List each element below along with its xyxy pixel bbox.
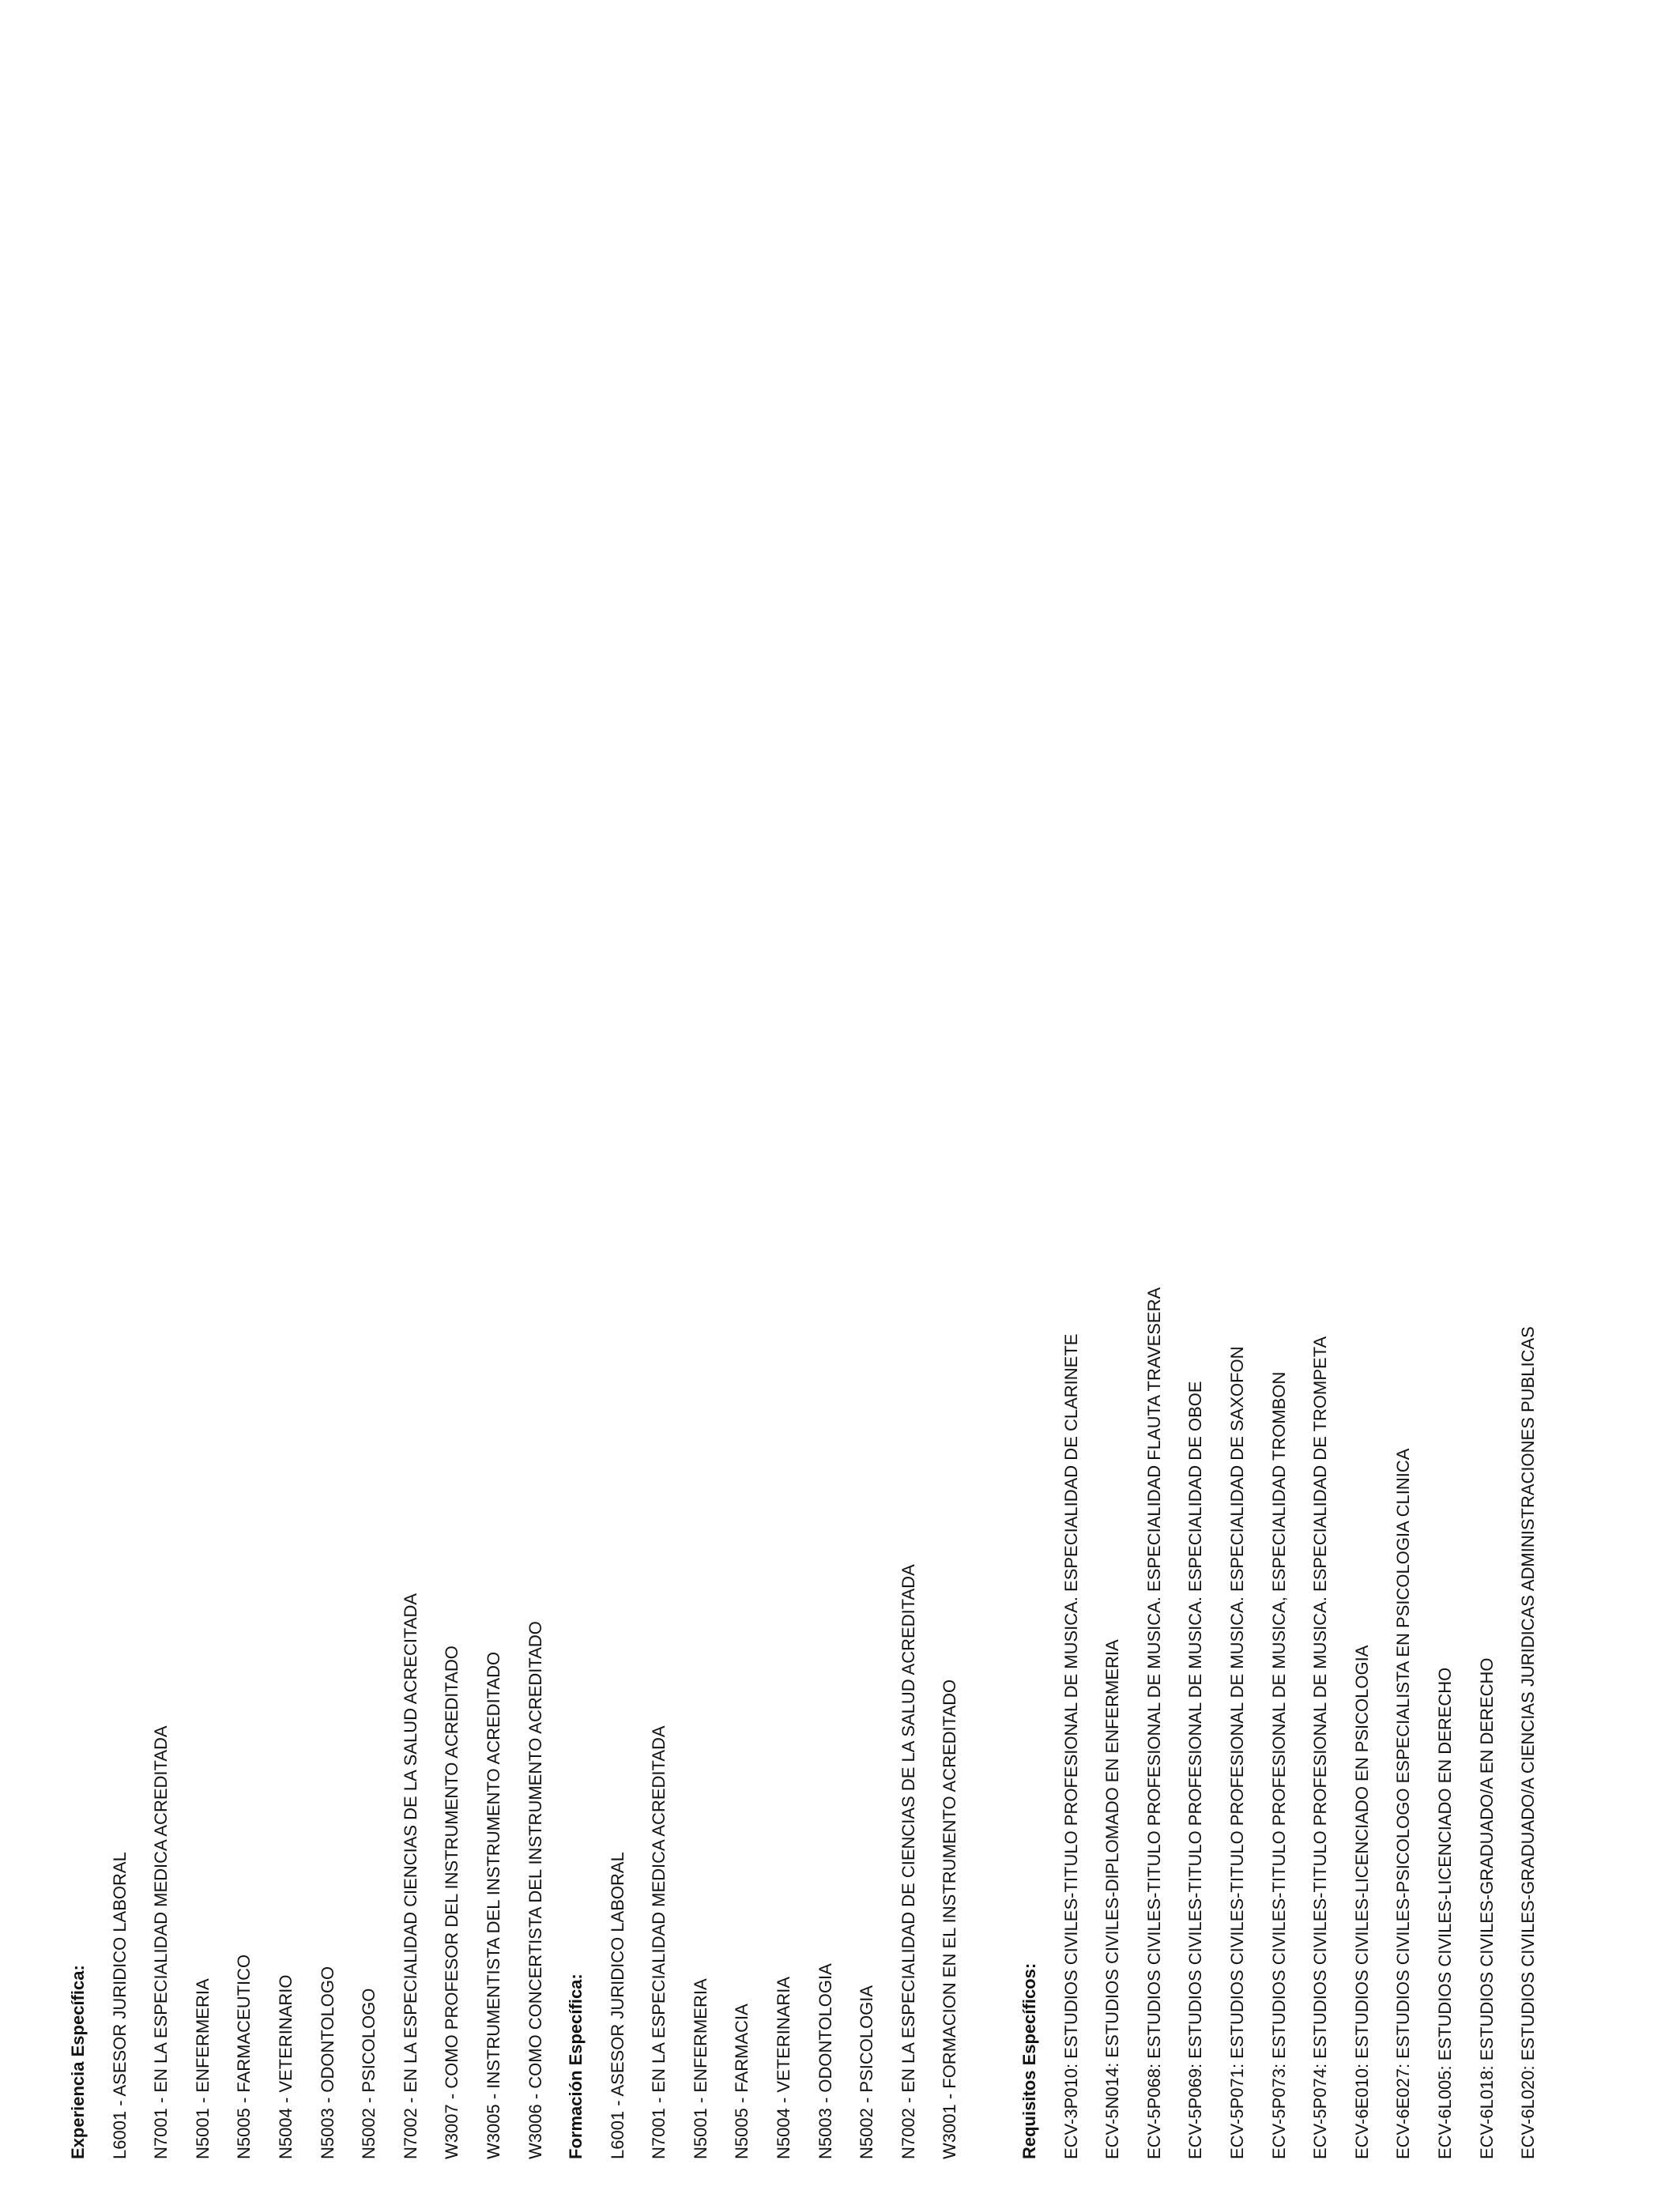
requisitos-item: ECV-5N014: ESTUDIOS CIVILES-DIPLOMADO EN ENFERMERIA: [1102, 1639, 1123, 2159]
experiencia-item: N7002 - EN LA ESPECIALIDAD CIENCIAS DE LA SALUD ACRECITADA: [400, 1593, 420, 2159]
experiencia-item: W3006 - COMO CONCERTISTA DEL INSTRUMENTO ACREDITADO: [525, 1621, 545, 2159]
requisitos-item: ECV-5P069: ESTUDIOS CIVILES-TITULO PROFESIONAL DE MUSICA. ESPECIALIDAD DE OBOE: [1185, 1381, 1206, 2159]
requisitos-item: ECV-5P071: ESTUDIOS CIVILES-TITULO PROFESIONAL DE MUSICA. ESPECIALIDAD DE SAXOFON: [1227, 1346, 1247, 2159]
formacion-item: N5001 - ENFERMERIA: [690, 1978, 710, 2159]
formacion-item: N7001 - EN LA ESPECIALIDAD MEDICA ACREDITADA: [649, 1725, 669, 2159]
requisitos-item: ECV-6L020: ESTUDIOS CIVILES-GRADUADO/A CIENCIAS JURIDICAS ADMINISTRACIONES PUBLICAS: [1518, 1326, 1539, 2159]
requisitos-item: ECV-6L005: ESTUDIOS CIVILES-LICENCIADO EN DERECHO: [1435, 1667, 1455, 2159]
experiencia-item: N5005 - FARMACEUTICO: [234, 1954, 254, 2159]
requisitos-item: ECV-5P073: ESTUDIOS CIVILES-TITULO PROFESIONAL DE MUSICA, ESPECIALIDAD TROMBON: [1268, 1371, 1289, 2159]
formacion-item: N7002 - EN LA ESPECIALIDAD DE CIENCIAS DE LA SALUD ACREDITADA: [898, 1564, 918, 2159]
formacion-item: L6001 - ASESOR JURIDICO LABORAL: [607, 1852, 627, 2159]
formacion-item: N5005 - FARMACIA: [732, 2004, 752, 2159]
experiencia-item: L6001 - ASESOR JURIDICO LABORAL: [109, 1852, 130, 2159]
experiencia-item: N5001 - ENFERMERIA: [192, 1978, 213, 2159]
requisitos-item: ECV-6E027: ESTUDIOS CIVILES-PSICOLOGO ESPECIALISTA EN PSICOLOGIA CLINICA: [1393, 1448, 1414, 2159]
requisitos-item: ECV-3P010: ESTUDIOS CIVILES-TITULO PROFESIONAL DE MUSICA. ESPECIALIDAD DE CLARINETE: [1060, 1333, 1081, 2159]
experiencia-item: W3007 - COMO PROFESOR DEL INSTRUMENTO ACREDITADO: [442, 1646, 462, 2159]
requisitos-heading: Requisitos Específicos:: [1019, 1962, 1039, 2159]
requisitos-item: ECV-6E010: ESTUDIOS CIVILES-LICENCIADO EN PSICOLOGIA: [1351, 1645, 1372, 2159]
formacion-heading: Formación Específica:: [566, 1973, 586, 2159]
experiencia-item: N7001 - EN LA ESPECIALIDAD MEDICA ACREDITADA: [151, 1725, 171, 2159]
requisitos-item: ECV-5P074: ESTUDIOS CIVILES-TITULO PROFESIONAL DE MUSICA. ESPECIALIDAD DE TROMPETA: [1310, 1336, 1331, 2159]
experiencia-item: N5004 - VETERINARIO: [276, 1974, 296, 2159]
experiencia-item: W3005 - INSTRUMENTISTA DEL INSTRUMENTO ACREDITADO: [484, 1651, 503, 2159]
requisitos-item: ECV-5P068: ESTUDIOS CIVILES-TITULO PROFESIONAL DE MUSICA. ESPECIALIDAD FLAUTA TRAVESERA: [1143, 1287, 1164, 2159]
formacion-item: N5003 - ODONTOLOGIA: [815, 1963, 835, 2159]
formacion-item: W3001 - FORMACION EN EL INSTRUMENTO ACREDITADO: [940, 1679, 960, 2159]
experiencia-heading: Experiencia Específica:: [68, 1965, 88, 2159]
requisitos-item: ECV-6L018: ESTUDIOS CIVILES-GRADUADO/A EN DERECHO: [1476, 1657, 1497, 2159]
formacion-item: N5002 - PSICOLOGIA: [857, 1985, 877, 2159]
experiencia-item: N5003 - ODONTOLOGO: [317, 1966, 337, 2159]
formacion-item: N5004 - VETERINARIA: [774, 1976, 793, 2159]
experiencia-item: N5002 - PSICOLOGO: [359, 1988, 379, 2159]
